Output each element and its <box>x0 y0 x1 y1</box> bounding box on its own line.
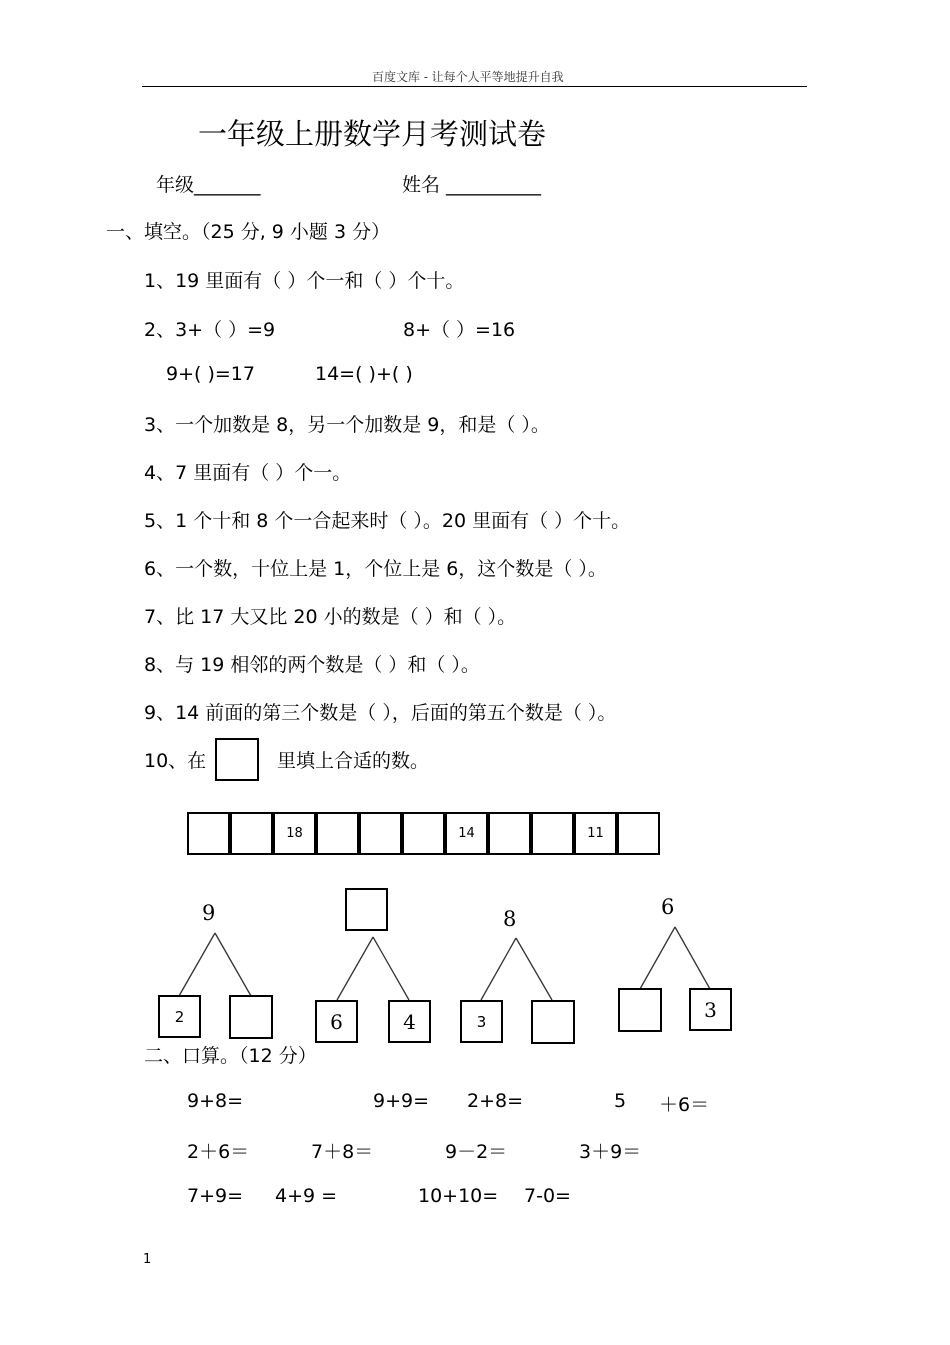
tree4-top-number: 6 <box>661 895 675 919</box>
question-7: 7、比 17 大又比 20 小的数是（ ）和（ ）。 <box>144 606 517 628</box>
tree2-right-box: 4 <box>388 1000 431 1043</box>
question-8: 8、与 19 相邻的两个数是（ ）和（ ）。 <box>144 654 480 676</box>
calc-item: 2＋6＝ <box>187 1141 250 1163</box>
question-5: 5、1 个十和 8 个一合起来时（ ）。20 里面有（ ）个十。 <box>144 510 631 532</box>
calc-item: 9－2＝ <box>445 1141 508 1163</box>
page-number: 1 <box>143 1252 152 1267</box>
tree2-left-box: 6 <box>315 1000 358 1043</box>
tree3-left-box: 3 <box>460 1000 503 1043</box>
calc-item: 4+9 = <box>275 1185 338 1207</box>
calc-item: 2+8= <box>467 1090 524 1112</box>
tree1-left-box: 2 <box>158 995 201 1038</box>
question-10-suffix: 里填上合适的数。 <box>277 750 430 772</box>
tree3-top-number: 8 <box>503 907 517 931</box>
calc-item: 7+9= <box>187 1185 244 1207</box>
calc-item: 10+10= <box>418 1185 499 1207</box>
calc-item: ＋6＝ <box>659 1094 710 1116</box>
question-10-prefix: 10、在 <box>144 750 207 772</box>
calc-item: 7-0= <box>524 1185 571 1207</box>
tree4-right-box: 3 <box>689 988 732 1031</box>
strip-cell: 11 <box>574 812 617 855</box>
calc-item: 9+9= <box>373 1090 430 1112</box>
calc-item: 9+8= <box>187 1090 244 1112</box>
name-field: 姓名 __________ <box>402 174 542 196</box>
section1-heading: 一、填空。（25 分, 9 小题 3 分） <box>106 221 391 243</box>
question-3: 3、一个加数是 8，另一个加数是 9，和是（ ）。 <box>144 414 550 436</box>
question-9: 9、14 前面的第三个数是（ ），后面的第五个数是（ ）。 <box>144 702 617 724</box>
question-2a: 2、3+（ ）=9 <box>144 319 276 341</box>
grade-field: 年级_______ <box>156 174 261 196</box>
question-2d: 14=( )+( ) <box>315 363 413 385</box>
section2-heading: 二、口算。（12 分） <box>144 1045 317 1067</box>
calc-item: 7＋8＝ <box>311 1141 374 1163</box>
page-header: 百度文库 - 让每个人平等地提升自我 <box>372 70 564 84</box>
strip-cell: 14 <box>445 812 488 855</box>
question-4: 4、7 里面有（ ）个一。 <box>144 462 352 484</box>
page-title: 一年级上册数学月考测试卷 <box>198 117 547 151</box>
calc-item: 5 <box>614 1090 627 1112</box>
strip-cell: 18 <box>273 812 316 855</box>
question-2b: 8+（ ）=16 <box>403 319 516 341</box>
tree2-top-box[interactable] <box>345 888 388 931</box>
question-1: 1、19 里面有（ ）个一和（ ）个十。 <box>144 270 465 292</box>
tree4-left-box[interactable] <box>618 988 662 1032</box>
calc-item: 3＋9＝ <box>579 1141 642 1163</box>
tree3-right-box[interactable] <box>531 1000 575 1044</box>
question-6: 6、一个数，十位上是 1，个位上是 6，这个数是（ ）。 <box>144 558 607 580</box>
tree1-top-number: 9 <box>202 901 216 925</box>
tree1-right-box[interactable] <box>229 995 273 1039</box>
question-2c: 9+( )=17 <box>166 363 255 385</box>
